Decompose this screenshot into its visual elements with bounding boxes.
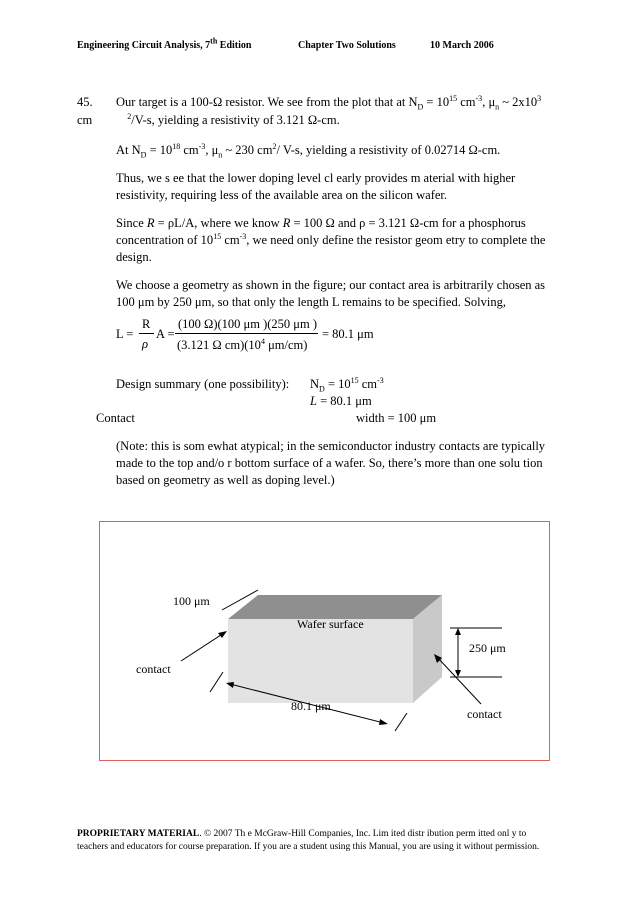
length-arrow-right [379,719,388,725]
contact-right-leader [437,657,481,704]
footer-line-2: teachers and educators for course preparation. If you are a student using this Manual, you are using it without permission. [77,842,540,852]
design-length: L = 80.1 μm [310,394,372,408]
contact-left-leader [181,633,224,661]
contact-left-label: contact [136,662,171,676]
equation-frac1-den: ρ [142,337,148,351]
header-book-title: Engineering Circuit Analysis, 7th Edition [77,36,252,51]
design-contact-label: Contact [96,411,135,425]
paragraph-since-line-1: Since R = ρL/A, where we know R = 100 Ω and ρ = 3.121 Ω-cm for a phosphorus [116,216,526,230]
equation-frac2-den: (3.121 Ω $cm)(10^4$ μm/cm) [177,336,308,352]
equation-result: = 80.1 μm [322,327,374,341]
design-width: width = 100 μm [356,411,437,425]
wafer-surface-label: Wafer surface [297,617,364,631]
paragraph-geometry-line-2: 100 μm by 250 μm, so that only the length L remains to be specified. Solving, [116,295,506,309]
height-arrow-up [455,628,461,635]
equation-times-a: A = [156,327,175,341]
paragraph-since-line-2: concentration of $10^{15}$ $cm^{-3}$, we need only define the resistor geom etry to complete the [116,231,546,247]
width-label: 100 μm [173,594,210,608]
paragraph-geometry-line-1: We choose a geometry as shown in the figure; our contact area is arbitrarily chosen as [116,278,546,292]
height-arrow-down [455,670,461,677]
design-summary-label: Design summary (one possibility): [116,377,290,391]
length-tick-right [395,713,407,731]
problem-number: 45. [77,95,93,109]
note-line-2: made to the top and/o r bottom surface of a wafer. So, there’s more than one solu tion [116,456,543,470]
header-chapter: Chapter Two Solutions [298,40,396,51]
paragraph-conclusion-line-2: resistivity, requiring less of the available area on the silicon wafer. [116,188,448,202]
problem-line-2: cm $^2$/V-s, yielding a resistivity of 3.121 Ω-cm. [77,111,340,127]
contact-right-label: contact [467,707,502,721]
contact-left-arrowhead [218,631,227,638]
equation-lhs: L = [116,327,134,341]
paragraph-conclusion-line-1: Thus, we s ee that the lower doping level cl early provides m aterial with higher [116,171,516,185]
note-line-1: (Note: this is som ewhat atypical; in the semiconductor industry contacts are typically [116,439,546,453]
length-label: 80.1 μm [291,699,331,713]
paragraph-high-doping: At $N_D = 10^{18}$ $cm^{-3}$, $\mu_n$ ~ 230 $cm^2/$ V-s, yielding a resistivity of 0.02714 Ω-cm. [116,141,501,160]
height-label: 250 μm [469,641,506,655]
equation-frac2-num: (100 Ω)(100 μm )(250 μm ) [178,317,317,331]
equation-frac1-num: R [142,317,151,331]
length-tick-left [210,672,223,692]
note-line-3: based on geometry as well as doping level.) [116,473,335,487]
design-doping: $N_D = 10^{15}$ $cm^{-3}$ [310,375,384,394]
header-date: 10 March 2006 [430,40,494,51]
footer-line-1: PROPRIETARY MATERIAL. © 2007 Th e McGraw-Hill Companies, Inc. Lim ited distr ibution perm itted onl y to [77,829,527,839]
paragraph-since-line-3: design. [116,250,152,264]
problem-line-1: Our target is a 100-Ω resistor. We see from the plot that at $N_D = 10^{15}$ $cm^{-3}$, $\mu_n$ ~ $2x10^3$ [116,93,542,112]
wafer-surface-top [228,595,442,619]
